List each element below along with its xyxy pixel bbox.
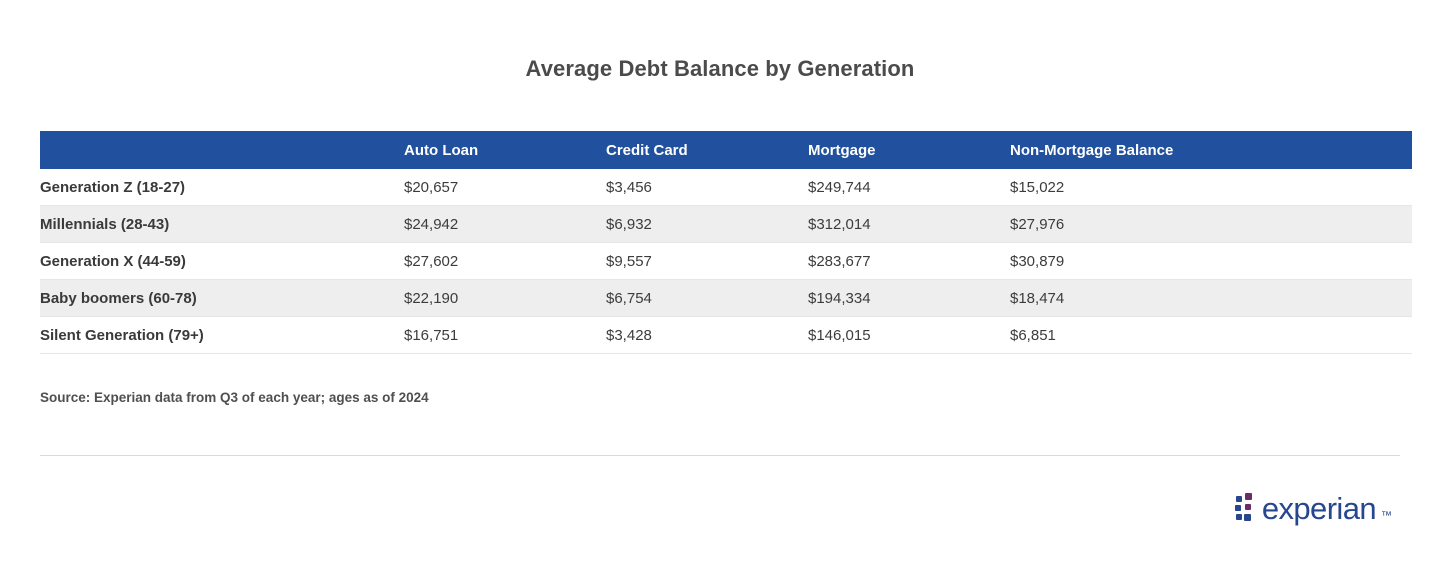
debt-balance-table: [40, 131, 1412, 354]
row-label-generation-x: Generation X (44-59): [40, 243, 404, 280]
table-row: [40, 206, 1412, 243]
row-label-baby-boomers: Baby boomers (60-78): [40, 280, 404, 317]
cell-generation-x-credit-card: $9,557: [606, 243, 808, 280]
cell-generation-x-mortgage: $283,677: [808, 243, 1010, 280]
page-title: Average Debt Balance by Generation: [525, 56, 915, 81]
cell-baby-boomers-credit-card: $6,754: [606, 280, 808, 317]
table-row: [40, 243, 1412, 280]
table-row: [40, 169, 1412, 206]
table-row: [40, 280, 1412, 317]
cell-silent-generation-auto-loan: $16,751: [404, 317, 606, 354]
cell-baby-boomers-non-mortgage-balance: $18,474: [1010, 280, 1412, 317]
cell-silent-generation-credit-card: $3,428: [606, 317, 808, 354]
table-header-row: [40, 131, 1412, 169]
experian-dots-icon: [1234, 493, 1260, 523]
experian-wordmark: experian: [1261, 490, 1376, 526]
column-header-non-mortgage-balance: Non-Mortgage Balance: [1010, 131, 1412, 169]
row-label-generation-z: Generation Z (18-27): [40, 169, 404, 206]
cell-silent-generation-mortgage: $146,015: [808, 317, 1010, 354]
cell-generation-x-non-mortgage-balance: $30,879: [1010, 243, 1412, 280]
column-header-generation: [40, 131, 404, 169]
cell-millennials-credit-card: $6,932: [606, 206, 808, 243]
cell-generation-z-non-mortgage-balance: $15,022: [1010, 169, 1412, 206]
cell-baby-boomers-mortgage: $194,334: [808, 280, 1010, 317]
row-label-millennials: Millennials (28-43): [40, 206, 404, 243]
column-header-mortgage: Mortgage: [808, 131, 1010, 169]
row-label-silent-generation: Silent Generation (79+): [40, 317, 404, 354]
cell-baby-boomers-auto-loan: $22,190: [404, 280, 606, 317]
cell-generation-z-mortgage: $249,744: [808, 169, 1010, 206]
trademark-symbol: ™: [1381, 510, 1392, 522]
cell-generation-z-auto-loan: $20,657: [404, 169, 606, 206]
table-row: [40, 317, 1412, 354]
column-header-credit-card: Credit Card: [606, 131, 808, 169]
footer-divider: [40, 455, 1400, 456]
source-note: Source: Experian data from Q3 of each year; ages as of 2024: [40, 390, 429, 405]
cell-millennials-auto-loan: $24,942: [404, 206, 606, 243]
cell-millennials-non-mortgage-balance: $27,976: [1010, 206, 1412, 243]
cell-silent-generation-non-mortgage-balance: $6,851: [1010, 317, 1412, 354]
table-header: [40, 131, 1412, 169]
cell-millennials-mortgage: $312,014: [808, 206, 1010, 243]
table-body: [40, 169, 1412, 354]
cell-generation-x-auto-loan: $27,602: [404, 243, 606, 280]
debt-balance-table-wrapper: [40, 131, 1400, 354]
cell-generation-z-credit-card: $3,456: [606, 169, 808, 206]
column-header-auto-loan: Auto Loan: [404, 131, 606, 169]
experian-logo: [1234, 488, 1392, 528]
